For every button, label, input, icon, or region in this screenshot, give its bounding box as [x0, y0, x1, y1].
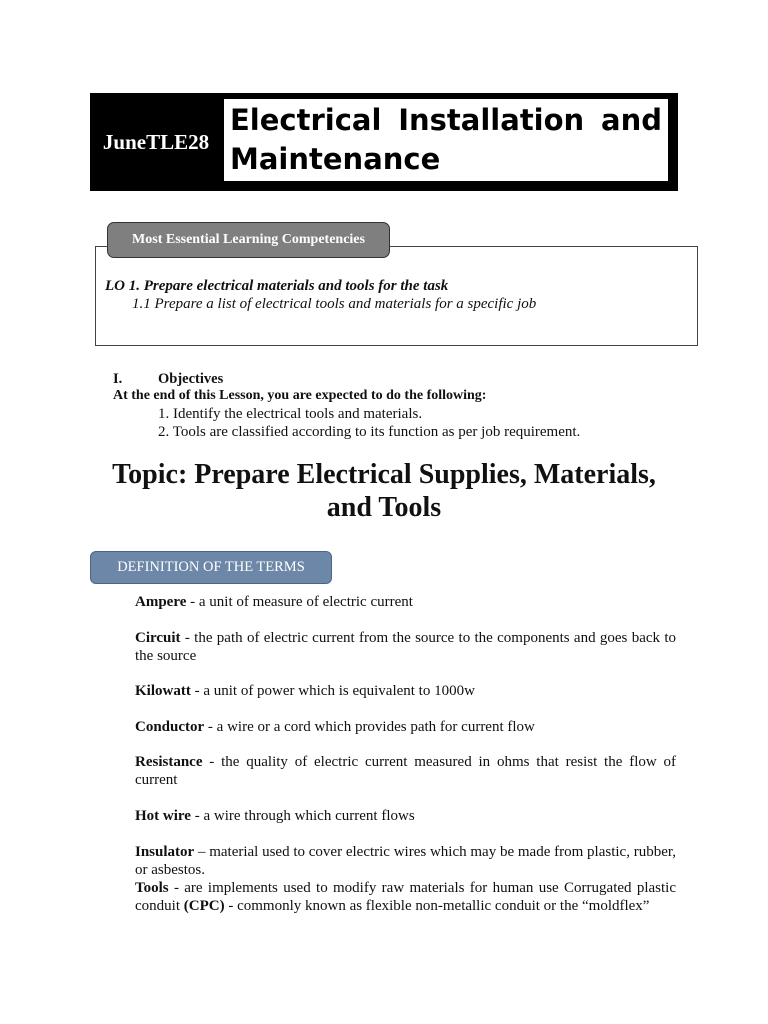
term-definition: - a wire through which current flows	[190, 808, 415, 824]
term-definition: - the path of electric current from the source to the components and goes back to the source	[135, 630, 676, 664]
term-name: Resistance	[135, 754, 203, 770]
learning-outcome-sub: 1.1 Prepare a list of electrical tools and materials for a specific job	[132, 296, 537, 312]
topic-line-1: Topic: Prepare Electrical Supplies, Materials,	[112, 459, 656, 490]
term-name: Insulator	[135, 844, 195, 860]
term-name: Kilowatt	[135, 683, 191, 699]
term-name: Hot wire	[135, 808, 191, 824]
term-name: Tools	[135, 880, 169, 896]
objectives-heading	[113, 371, 223, 388]
melc-tab: Most Essential Learning Competencies	[107, 222, 390, 258]
topic-title	[90, 458, 678, 524]
term-definition: - a unit of power which is equivalent to 1000w	[190, 683, 475, 699]
term-kilowatt	[135, 682, 676, 700]
term-definition: – material used to cover electric wires which may be made from plastic, rubber, or asbestos.	[135, 844, 676, 878]
term-definition: - a unit of measure of electric current	[186, 594, 413, 610]
term-name: (CPC)	[183, 898, 225, 914]
term-conductor	[135, 718, 676, 736]
term-definition: - the quality of electric current measured in ohms that resist the flow of current	[135, 754, 676, 788]
topic-line-2: and Tools	[326, 492, 442, 523]
objectives-intro: At the end of this Lesson, you are expected to do the following:	[113, 388, 487, 403]
module-code: JuneTLE28	[102, 129, 210, 154]
term-name: Ampere	[135, 594, 187, 610]
term-hot-wire	[135, 807, 676, 825]
term-circuit	[135, 629, 676, 665]
term-definition: - are implements used to modify raw materials for human use Corrugated plastic conduit	[135, 880, 676, 914]
objective-item: 1. Identify the electrical tools and materials.	[158, 406, 423, 422]
objective-item: 2. Tools are classified according to its function as per job requirement.	[158, 424, 581, 440]
learning-outcome: LO 1. Prepare electrical materials and tools for the task	[105, 278, 449, 294]
term-name: Circuit	[135, 630, 181, 646]
term-name: Conductor	[135, 719, 205, 735]
objectives-list	[158, 405, 580, 441]
term-definition: - commonly known as flexible non-metallic conduit or the “moldflex”	[224, 898, 650, 914]
module-title: Electrical Installation and Maintenance	[222, 97, 670, 183]
term-resistance	[135, 753, 676, 789]
term-insulator-tools	[135, 843, 676, 915]
definitions-tab: DEFINITION OF THE TERMS	[90, 551, 332, 584]
objectives-title: Objectives	[158, 371, 224, 387]
term-ampere	[135, 593, 676, 611]
term-definition: - a wire or a cord which provides path for current flow	[204, 719, 535, 735]
module-header	[90, 93, 678, 191]
objectives-number: I.	[113, 371, 123, 387]
